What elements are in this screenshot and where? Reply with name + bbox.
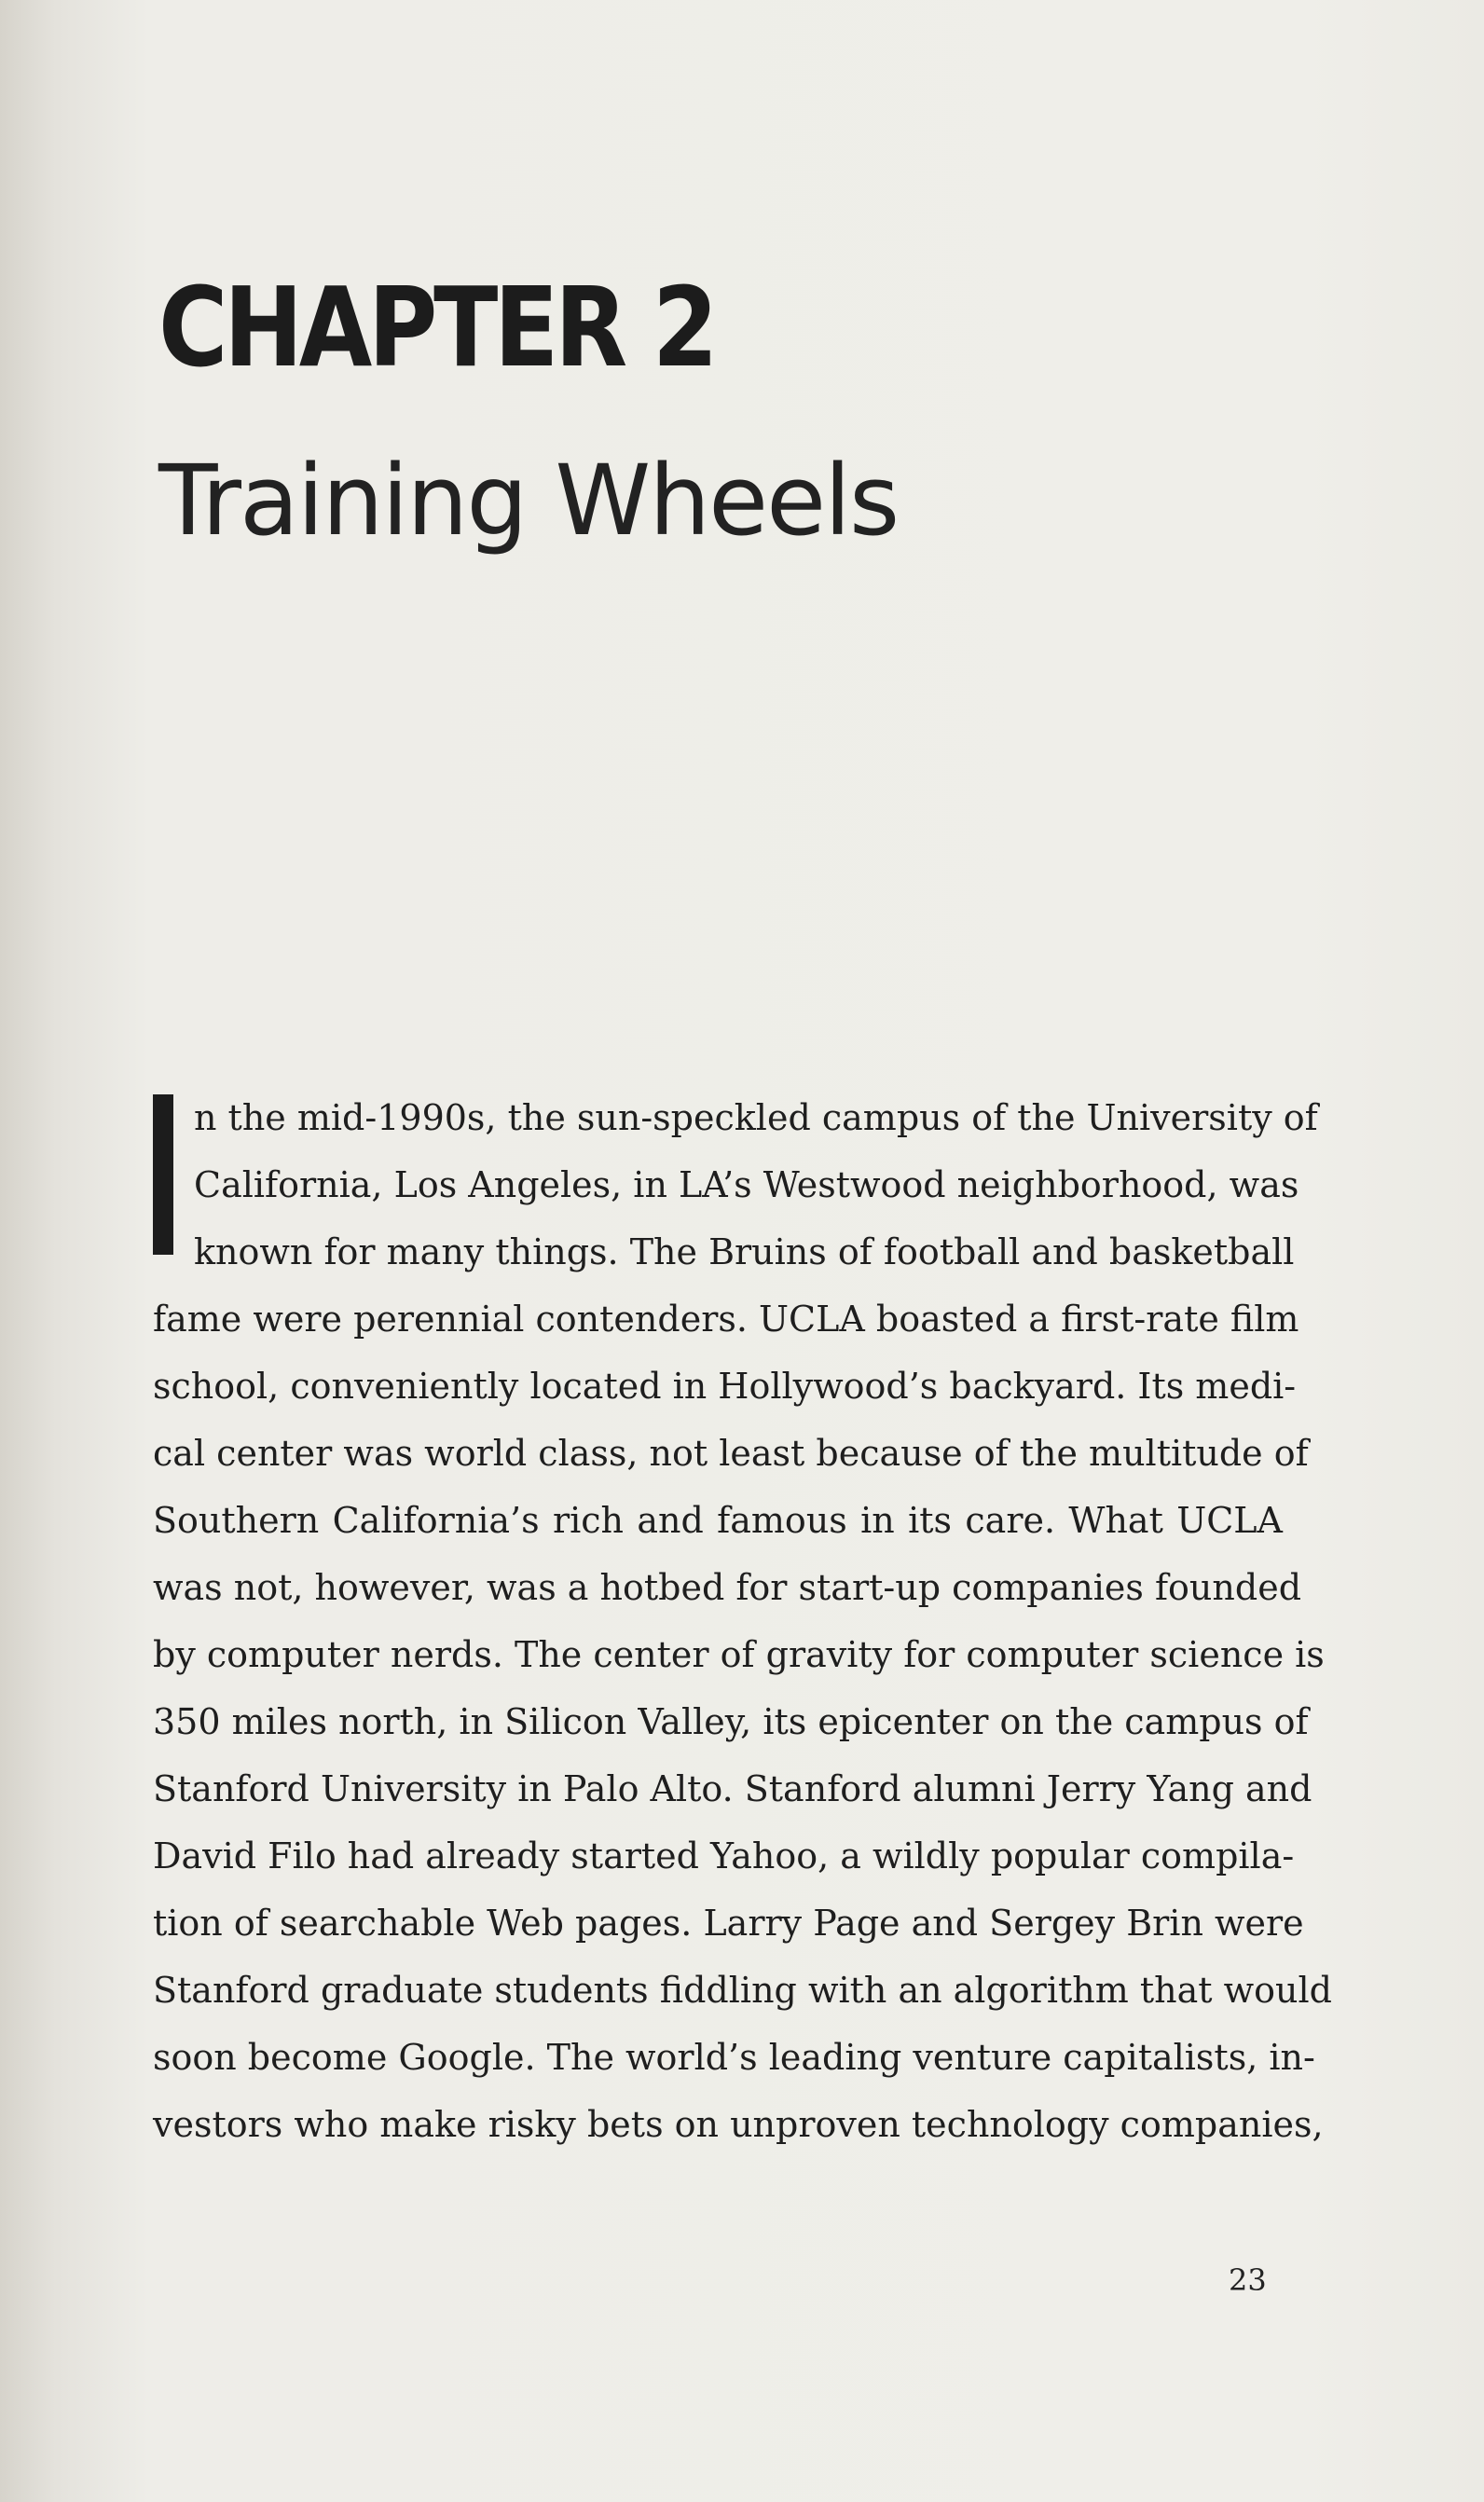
body-line: was not, however, was a hotbed for start-up companies founded xyxy=(153,1567,1302,1608)
body-line: known for many things. The Bruins of football and basketball xyxy=(194,1231,1295,1272)
chapter-label: CHAPTER 2 xyxy=(158,263,715,392)
body-line: tion of searchable Web pages. Larry Page and Sergey Brin were xyxy=(153,1903,1304,1944)
body-line: Southern California’s rich and famous in its care. What UCLA xyxy=(153,1500,1283,1541)
body-line: California, Los Angeles, in LA’s Westwood neighborhood, was xyxy=(194,1164,1299,1205)
page-number: 23 xyxy=(1229,2262,1267,2298)
body-line: cal center was world class, not least because of the multitude of xyxy=(153,1433,1309,1474)
body-line: Stanford graduate students fiddling with an algorithm that would xyxy=(153,1970,1332,2011)
body-line: by computer nerds. The center of gravity for computer science is xyxy=(153,1634,1325,1675)
body-line: 350 miles north, in Silicon Valley, its epicenter on the campus of xyxy=(153,1701,1309,1742)
body-line: David Filo had already started Yahoo, a wildly popular compila- xyxy=(153,1835,1295,1876)
body-line: vestors who make risky bets on unproven technology companies, xyxy=(153,2104,1324,2145)
body-line: school, conveniently located in Hollywood’s backyard. Its medi- xyxy=(153,1366,1297,1407)
body-paragraph xyxy=(153,1084,1332,2158)
chapter-title: Training Wheels xyxy=(158,444,899,557)
body-line: fame were perennial contenders. UCLA boasted a first-rate film xyxy=(153,1299,1299,1340)
body-line: n the mid-1990s, the sun-speckled campus of the University of xyxy=(194,1097,1318,1138)
body-line: soon become Google. The world’s leading venture capitalists, in- xyxy=(153,2037,1315,2078)
body-line: Stanford University in Palo Alto. Stanford alumni Jerry Yang and xyxy=(153,1768,1312,1809)
